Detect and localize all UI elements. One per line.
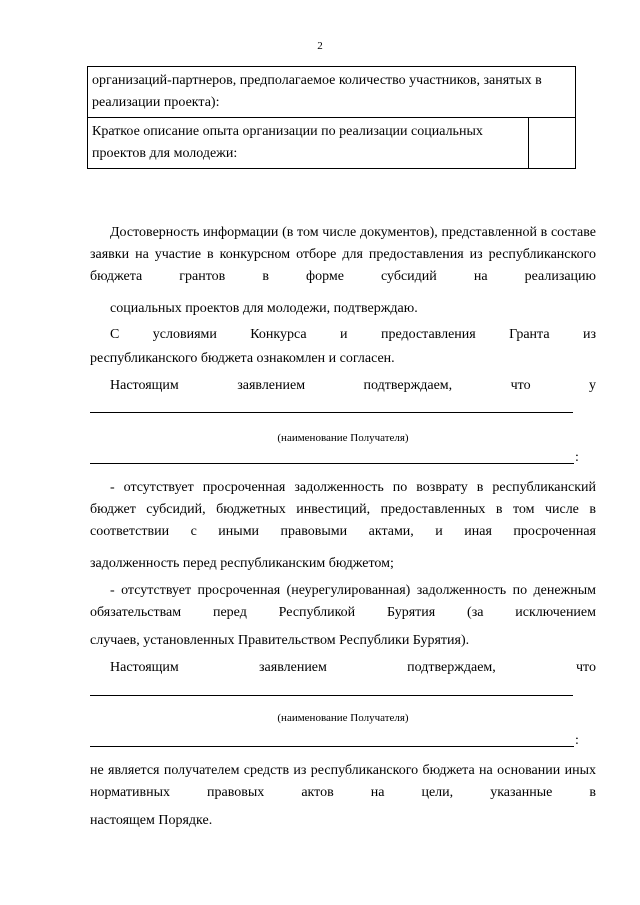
recipient-name-line-1[interactable] [90, 412, 573, 413]
recipient-name-line-3[interactable] [90, 695, 573, 696]
application-table [87, 66, 576, 169]
paragraph-not-recipient: не является получателем средств из республиканского бюджета на основании иных нормативных правовых актов на цели, указанные в [90, 763, 596, 800]
recipient-name-caption-1: (наименование Получателя) [277, 432, 409, 444]
colon-2: : [575, 733, 579, 748]
recipient-name-caption-2: (наименование Получателя) [277, 712, 409, 724]
paragraph-not-recipient-end: настоящем Порядке. [90, 813, 213, 828]
paragraph-conditions-end: республиканского бюджета ознакомлен и согласен. [90, 351, 395, 366]
table-row [88, 118, 576, 169]
paragraph-conditions: С условиями Конкурса и предоставления Гранта из [110, 327, 596, 342]
paragraph-confirm-1: Настоящим заявлением подтверждаем, что у [110, 378, 596, 393]
recipient-name-line-4[interactable] [90, 746, 574, 747]
paragraph-reliability-end: социальных проектов для молодежи, подтверждаю. [110, 301, 418, 316]
paragraph-reliability: Достоверность информации (в том числе документов), представленной в составе заявки на участие в конкурсном отборе для предоставления из республиканского бюджета грантов в форме субсидий на реализацию [90, 225, 596, 284]
table-row [88, 67, 576, 118]
paragraph-confirm-2: Настоящим заявлением подтверждаем, что [110, 660, 596, 675]
paragraph-no-debt-obligations-end: случаев, установленных Правительством Республики Бурятия). [90, 633, 470, 648]
table-cell-partners: организаций-партнеров, предполагаемое количество участников, занятых в реализации проекта): [88, 67, 576, 118]
page-number: 2 [317, 40, 323, 52]
recipient-name-line-2[interactable] [90, 463, 574, 464]
colon-1: : [575, 450, 579, 465]
table-cell-experience-value[interactable] [529, 118, 576, 169]
paragraph-no-debt-budget-end: задолженность перед республиканским бюджетом; [90, 556, 394, 571]
table-cell-experience-label: Краткое описание опыта организации по реализации социальных проектов для молодежи: [88, 118, 529, 169]
paragraph-no-debt-obligations: - отсутствует просроченная (неурегулированная) задолженность по денежным обязательствам перед Республикой Бурятия (за исключением [90, 583, 596, 620]
paragraph-no-debt-budget: - отсутствует просроченная задолженность по возврату в республиканский бюджет субсидий, бюджетных инвестиций, предоставленных в том числе в соответствии с иными правовыми актами, и иная просроченная [90, 480, 596, 539]
